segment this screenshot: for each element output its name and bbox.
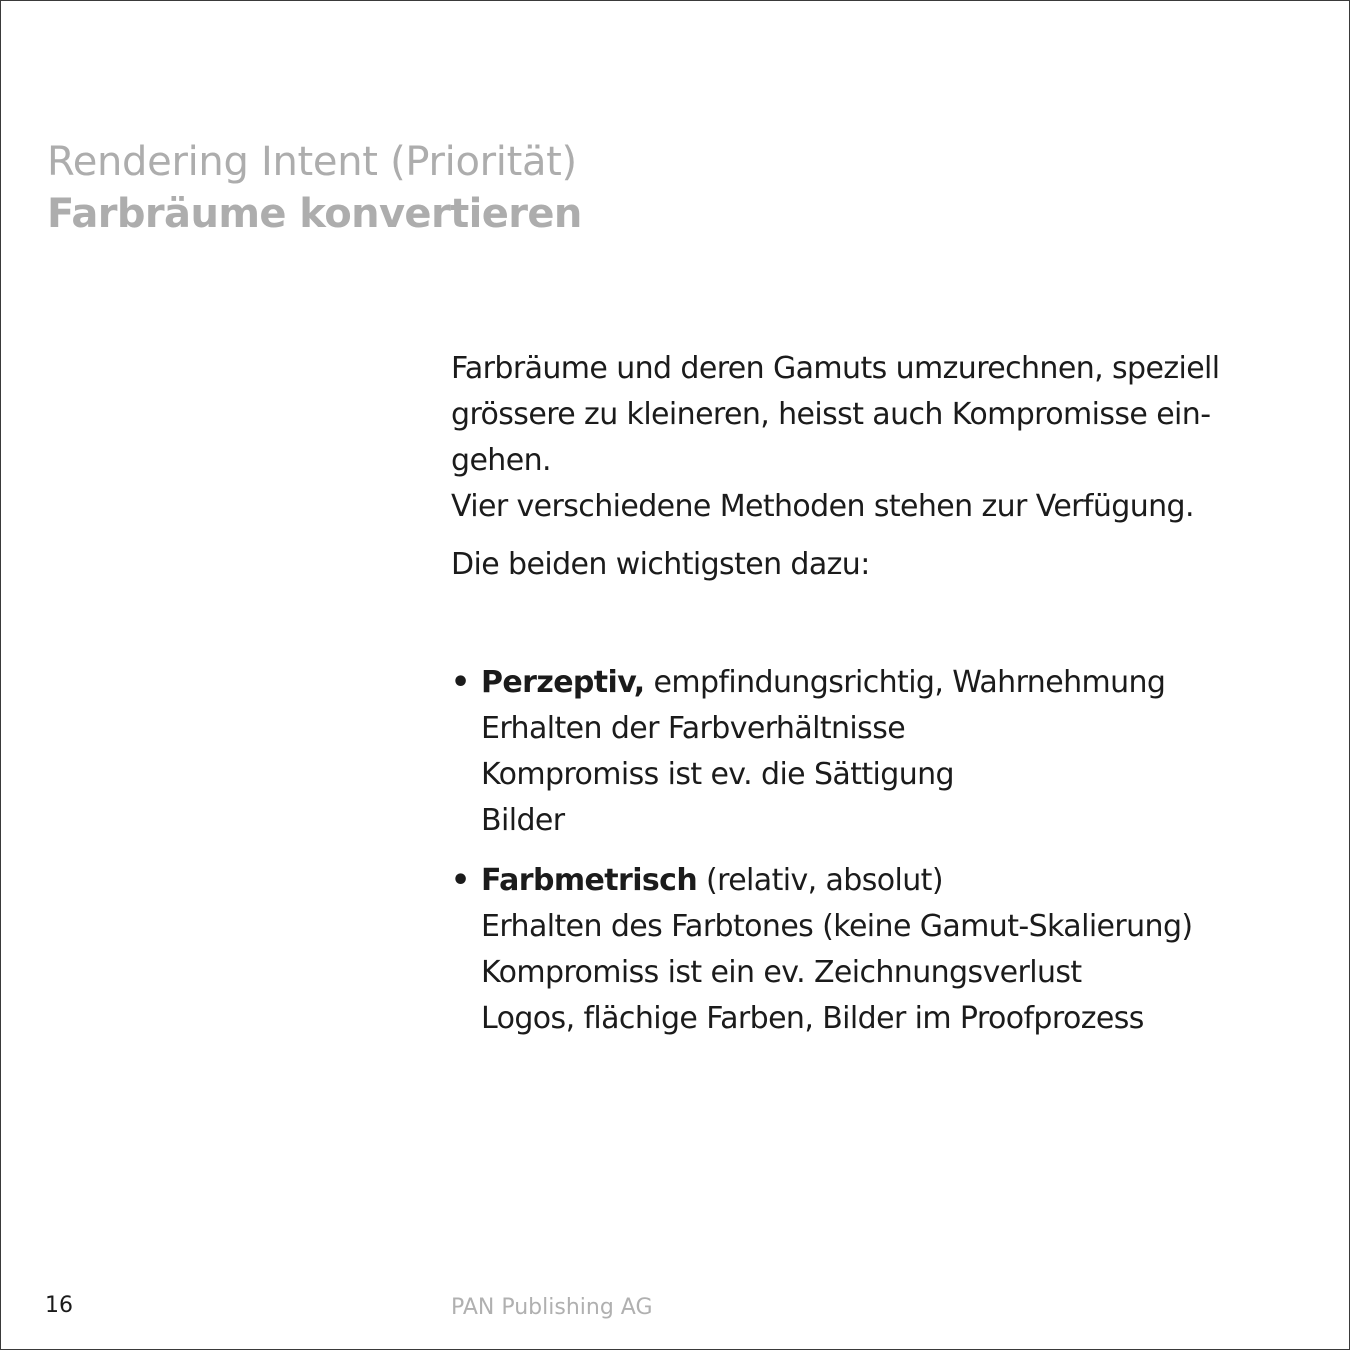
bullet-detail-line: Bilder <box>481 803 565 838</box>
bullet-term: Perzeptiv, <box>481 665 645 700</box>
publisher-name: PAN Publishing AG <box>451 1295 653 1320</box>
bullet-detail-line: Kompromiss ist ein ev. Zeichnungsverlust <box>481 955 1082 990</box>
intro-line: grössere zu kleineren, heisst auch Kompromisse ein- <box>451 397 1211 432</box>
bullet-icon: • <box>451 863 470 898</box>
bullet-detail-line: Kompromiss ist ev. die Sättigung <box>481 757 954 792</box>
bullet-detail-line: Erhalten des Farbtones (keine Gamut-Skalierung) <box>481 909 1193 944</box>
page-number: 16 <box>45 1293 73 1318</box>
body-text <box>451 346 1331 1042</box>
intro-line: Farbräume und deren Gamuts umzurechnen, speziell <box>451 351 1220 386</box>
bullet-icon: • <box>451 665 470 700</box>
bullet-item-farbmetrisch <box>451 858 1331 1042</box>
lead-line: Die beiden wichtigsten dazu: <box>451 547 870 582</box>
bullet-item-perzeptiv <box>451 660 1331 844</box>
page-title-line-2: Farbräume konvertieren <box>47 191 582 237</box>
intro-line: gehen. <box>451 443 551 478</box>
page-title-line-1: Rendering Intent (Priorität) <box>47 139 577 185</box>
intro-line: Vier verschiedene Methoden stehen zur Verfügung. <box>451 489 1194 524</box>
bullet-description: empfindungsrichtig, Wahrnehmung <box>644 665 1166 700</box>
bullet-detail-line: Logos, flächige Farben, Bilder im Proofprozess <box>481 1001 1144 1036</box>
bullet-detail-line: Erhalten der Farbverhältnisse <box>481 711 906 746</box>
bullet-description: (relativ, absolut) <box>697 863 943 898</box>
bullet-term: Farbmetrisch <box>481 863 698 898</box>
